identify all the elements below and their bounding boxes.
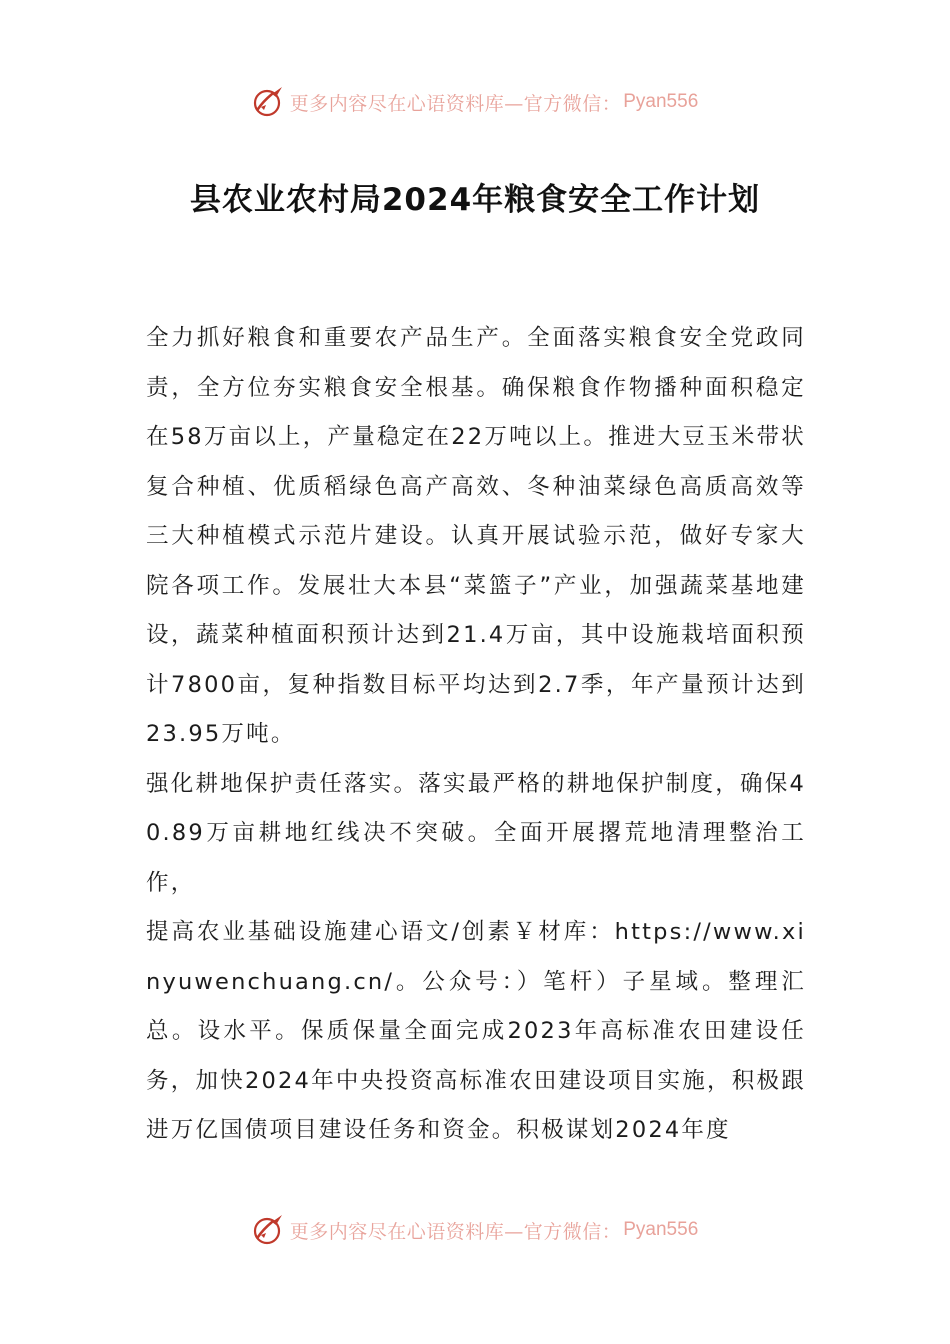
paragraph-farmland-protection: 强化耕地保护责任落实。落实最严格的耕地保护制度，确保40.89万亩耕地红线决不突破。全面开展撂荒地清理整治工作， (146, 770, 806, 896)
quill-pen-logo-icon (252, 1213, 286, 1247)
wechat-id: Pyan556 (623, 1219, 699, 1240)
paragraph-grain-production: 全力抓好粮食和重要农产品生产。全面落实粮食安全党政同责，全方位夯实粮食安全根基。确保粮食作物播种面积稳定在58万亩以上，产量稳定在22万吨以上。推进大豆玉米带状复合种植、优质稻绿色高产高效、冬种油菜绿色高质高效等三大种植模式示范片建设。认真开展试验示范，做好专家大院各项工作。发展壮大本县“菜篮子”产业，加强蔬菜基地建设，蔬菜种植面积预计达到21.4万亩，其中设施栽培面积预计7800亩，复种指数目标平均达到2.7季，年产量预计达到23.95万吨。 (146, 325, 806, 747)
header-watermark-banner (0, 82, 950, 122)
quill-pen-logo-icon (252, 85, 286, 119)
document-body (146, 314, 806, 1156)
wechat-id: Pyan556 (623, 91, 699, 112)
banner-slogan: 更多内容尽在心语资料库—官方微信： (289, 1220, 622, 1243)
paragraph-infrastructure: 提高农业基础设施建心语文/创素￥材库：https://www.xinyuwenchuang.cn/。公众号：）笔杆）子星域。整理汇总。设水平。保质保量全面完成2023年高标准农田建设任务，加快2024年中央投资高标准农田建设项目实施，积极跟进万亿国债项目建设任务和资金。积极谋划2024年度 (146, 919, 806, 1143)
banner-slogan: 更多内容尽在心语资料库—官方微信： (289, 92, 622, 115)
document-title: 县农业农村局2024年粮食安全工作计划 (189, 182, 761, 218)
footer-watermark-banner (0, 1210, 950, 1250)
